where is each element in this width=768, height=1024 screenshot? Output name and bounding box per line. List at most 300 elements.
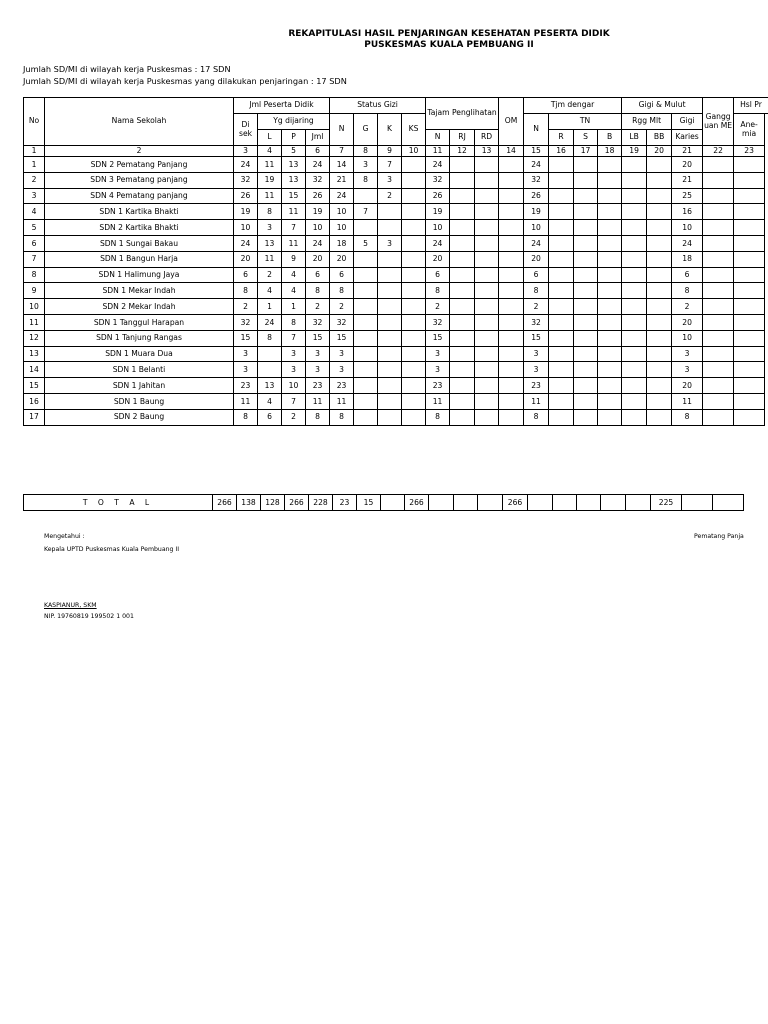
cell-nama: SDN 1 Tanjung Rangas — [45, 330, 234, 346]
cell-tn-s — [574, 330, 598, 346]
table-row — [24, 235, 768, 251]
footer-kepala: Kepala UPTD Puskesmas Kuala Pembuang II — [44, 546, 180, 553]
total-label: T O T A L — [24, 495, 213, 511]
cell-di-sek: 8 — [234, 283, 258, 299]
cell-no: 12 — [24, 330, 45, 346]
header-sg-k: K — [378, 114, 402, 146]
cell-nama: SDN 2 Mekar Indah — [45, 299, 234, 315]
cell-nama: SDN 4 Pematang panjang — [45, 188, 234, 204]
cell-jml: 15 — [306, 330, 330, 346]
cell-tn-r — [549, 314, 574, 330]
cell-lb — [622, 188, 647, 204]
cell-nama: SDN 3 Pematang panjang — [45, 172, 234, 188]
cell-di-sek: 20 — [234, 251, 258, 267]
cell-tp-rj — [450, 157, 475, 173]
header-status-gizi: Status Gizi — [330, 98, 426, 114]
cell-tn-b — [598, 204, 622, 220]
cell-sg-ks — [402, 220, 426, 236]
cell-tp-rj — [450, 188, 475, 204]
cell-gangg — [703, 188, 734, 204]
cell-sg-n: 3 — [330, 346, 354, 362]
cell-di-sek: 15 — [234, 330, 258, 346]
cell-gangg — [703, 314, 734, 330]
cell-tn-b — [598, 362, 622, 378]
cell-tn-s — [574, 188, 598, 204]
cell-tp-n: 24 — [426, 235, 450, 251]
cell-sg-ks — [402, 362, 426, 378]
row-spacer — [765, 157, 768, 173]
cell-no: 7 — [24, 251, 45, 267]
cell-tp-rd — [475, 299, 499, 315]
cell-di-sek: 32 — [234, 172, 258, 188]
header-jml-peserta: Jml Peserta Didik — [234, 98, 330, 114]
header-karies: Karies — [672, 130, 703, 146]
cell-tn-r — [549, 299, 574, 315]
cell-tp-n: 10 — [426, 220, 450, 236]
cell-bb — [647, 204, 672, 220]
cell-sg-k — [378, 267, 402, 283]
cell-sg-ks — [402, 188, 426, 204]
header-tn: TN — [549, 114, 622, 130]
cell-gangg — [703, 283, 734, 299]
cell-td-n: 10 — [524, 220, 549, 236]
cell-sg-n: 3 — [330, 362, 354, 378]
header-p: P — [282, 130, 306, 146]
cell-tn-b — [598, 157, 622, 173]
total-p: 128 — [261, 495, 285, 511]
cell-bb — [647, 299, 672, 315]
cell-sg-g — [354, 346, 378, 362]
cell-tn-r — [549, 378, 574, 394]
cell-tn-b — [598, 330, 622, 346]
cell-tp-rd — [475, 409, 499, 425]
cell-om — [499, 235, 524, 251]
cell-tp-n: 24 — [426, 157, 450, 173]
cell-jml: 11 — [306, 393, 330, 409]
cell-nama: SDN 2 Baung — [45, 409, 234, 425]
cell-karies: 16 — [672, 204, 703, 220]
cell-sg-g — [354, 393, 378, 409]
cell-tn-s — [574, 393, 598, 409]
cell-karies: 10 — [672, 220, 703, 236]
cell-anemia — [734, 393, 765, 409]
cell-td-n: 20 — [524, 251, 549, 267]
cell-sg-ks — [402, 314, 426, 330]
cell-tp-n: 26 — [426, 188, 450, 204]
cell-tn-r — [549, 235, 574, 251]
cell-gangg — [703, 409, 734, 425]
header-sg-n: N — [330, 114, 354, 146]
table-row — [24, 330, 768, 346]
cell-p: 9 — [282, 251, 306, 267]
total-td-n: 266 — [503, 495, 528, 511]
cell-tp-n: 20 — [426, 251, 450, 267]
header-anemia: Ane- mia — [734, 114, 765, 146]
cell-anemia — [734, 172, 765, 188]
table-row — [24, 393, 768, 409]
cell-tp-n: 3 — [426, 346, 450, 362]
total-row — [24, 495, 768, 511]
col-number: 20 — [647, 146, 672, 157]
table-row — [24, 220, 768, 236]
info-line-1: Jumlah SD/MI di wilayah kerja Puskesmas : 17 SDN — [23, 64, 231, 74]
cell-anemia — [734, 346, 765, 362]
header-sg-g: G — [354, 114, 378, 146]
cell-anemia — [734, 188, 765, 204]
cell-l: 24 — [258, 314, 282, 330]
cell-sg-g — [354, 299, 378, 315]
cell-anemia — [734, 378, 765, 394]
cell-tp-rd — [475, 251, 499, 267]
cell-di-sek: 24 — [234, 235, 258, 251]
col-number: 15 — [524, 146, 549, 157]
cell-nama: SDN 1 Jahitan — [45, 378, 234, 394]
cell-p: 7 — [282, 330, 306, 346]
cell-sg-k — [378, 220, 402, 236]
cell-lb — [622, 393, 647, 409]
cell-sg-g — [354, 409, 378, 425]
cell-karies: 18 — [672, 251, 703, 267]
row-spacer — [765, 283, 768, 299]
cell-sg-ks — [402, 251, 426, 267]
cell-lb — [622, 314, 647, 330]
col-number: 9 — [378, 146, 402, 157]
cell-nama: SDN 1 Bangun Harja — [45, 251, 234, 267]
col-number: 11 — [426, 146, 450, 157]
total-jml: 266 — [285, 495, 309, 511]
cell-anemia — [734, 283, 765, 299]
cell-karies: 8 — [672, 409, 703, 425]
cell-di-sek: 6 — [234, 267, 258, 283]
cell-tp-rd — [475, 330, 499, 346]
cell-anemia — [734, 267, 765, 283]
header-di-sek: Di sek — [234, 114, 258, 146]
cell-tn-r — [549, 204, 574, 220]
cell-om — [499, 330, 524, 346]
cell-jml: 3 — [306, 362, 330, 378]
cell-sg-k — [378, 378, 402, 394]
table-row — [24, 251, 768, 267]
total-karies: 225 — [651, 495, 682, 511]
cell-karies: 20 — [672, 378, 703, 394]
cell-no: 2 — [24, 172, 45, 188]
col-number-spacer — [765, 146, 768, 157]
cell-anemia — [734, 251, 765, 267]
cell-sg-g — [354, 188, 378, 204]
cell-p: 1 — [282, 299, 306, 315]
cell-no: 10 — [24, 299, 45, 315]
cell-lb — [622, 204, 647, 220]
cell-tn-b — [598, 220, 622, 236]
cell-td-n: 32 — [524, 314, 549, 330]
cell-tp-n: 19 — [426, 204, 450, 220]
cell-tp-rj — [450, 393, 475, 409]
cell-tp-n: 2 — [426, 299, 450, 315]
row-spacer — [765, 188, 768, 204]
cell-sg-ks — [402, 378, 426, 394]
cell-lb — [622, 330, 647, 346]
cell-gangg — [703, 267, 734, 283]
footer-mengetahui: Mengetahui : — [44, 533, 85, 540]
col-number: 16 — [549, 146, 574, 157]
row-spacer — [765, 378, 768, 394]
cell-no: 11 — [24, 314, 45, 330]
cell-di-sek: 3 — [234, 362, 258, 378]
cell-tn-s — [574, 362, 598, 378]
cell-lb — [622, 220, 647, 236]
cell-jml: 10 — [306, 220, 330, 236]
table-row — [24, 378, 768, 394]
cell-p: 11 — [282, 204, 306, 220]
cell-sg-n: 14 — [330, 157, 354, 173]
cell-tp-n: 8 — [426, 283, 450, 299]
cell-tn-b — [598, 314, 622, 330]
cell-tp-rd — [475, 378, 499, 394]
cell-td-n: 26 — [524, 188, 549, 204]
cell-bb — [647, 267, 672, 283]
row-spacer — [765, 204, 768, 220]
col-number: 22 — [703, 146, 734, 157]
cell-nama: SDN 2 Pematang Panjang — [45, 157, 234, 173]
header-om: OM — [499, 98, 524, 146]
report-title: REKAPITULASI HASIL PENJARINGAN KESEHATAN PESERTA DIDIK — [288, 29, 610, 39]
cell-om — [499, 188, 524, 204]
cell-sg-n: 15 — [330, 330, 354, 346]
cell-nama: SDN 1 Mekar Indah — [45, 283, 234, 299]
total-di-sek: 266 — [213, 495, 237, 511]
cell-jml: 3 — [306, 346, 330, 362]
cell-tp-rd — [475, 220, 499, 236]
row-spacer — [765, 393, 768, 409]
table-row — [24, 283, 768, 299]
header-jml: Jml — [306, 130, 330, 146]
total-tp-rj — [429, 495, 454, 511]
cell-lb — [622, 299, 647, 315]
data-rows — [24, 157, 768, 426]
cell-bb — [647, 378, 672, 394]
cell-tn-b — [598, 188, 622, 204]
cell-anemia — [734, 409, 765, 425]
cell-sg-ks — [402, 204, 426, 220]
cell-sg-k — [378, 283, 402, 299]
row-spacer — [765, 346, 768, 362]
cell-sg-n: 18 — [330, 235, 354, 251]
cell-tn-s — [574, 314, 598, 330]
header-hsl-pr: Hsl Pr — [734, 98, 768, 114]
cell-tp-rj — [450, 409, 475, 425]
cell-tn-r — [549, 393, 574, 409]
cell-p: 7 — [282, 220, 306, 236]
row-spacer — [765, 235, 768, 251]
cell-bb — [647, 409, 672, 425]
cell-jml: 32 — [306, 314, 330, 330]
cell-td-n: 15 — [524, 330, 549, 346]
cell-lb — [622, 378, 647, 394]
cell-lb — [622, 251, 647, 267]
header-gigi: Gigi — [672, 114, 703, 130]
cell-lb — [622, 346, 647, 362]
cell-di-sek: 32 — [234, 314, 258, 330]
cell-gangg — [703, 251, 734, 267]
cell-bb — [647, 362, 672, 378]
cell-sg-ks — [402, 299, 426, 315]
cell-l: 8 — [258, 204, 282, 220]
cell-om — [499, 172, 524, 188]
cell-sg-k: 7 — [378, 157, 402, 173]
cell-bb — [647, 172, 672, 188]
cell-lb — [622, 172, 647, 188]
cell-sg-g — [354, 378, 378, 394]
cell-nama: SDN 1 Baung — [45, 393, 234, 409]
cell-tp-rj — [450, 251, 475, 267]
cell-di-sek: 2 — [234, 299, 258, 315]
cell-no: 9 — [24, 283, 45, 299]
cell-td-n: 6 — [524, 267, 549, 283]
table-row — [24, 409, 768, 425]
cell-sg-g: 7 — [354, 204, 378, 220]
cell-tn-b — [598, 235, 622, 251]
cell-jml: 24 — [306, 157, 330, 173]
cell-tp-n: 32 — [426, 172, 450, 188]
total-tp-rd — [454, 495, 478, 511]
footer-nip: NIP. 19760819 199502 1 001 — [44, 613, 134, 620]
total-sg-ks — [381, 495, 405, 511]
cell-om — [499, 267, 524, 283]
header-tp-rj: RJ — [450, 130, 475, 146]
cell-om — [499, 220, 524, 236]
col-number: 17 — [574, 146, 598, 157]
cell-sg-k — [378, 314, 402, 330]
cell-tp-rd — [475, 172, 499, 188]
cell-tp-n: 23 — [426, 378, 450, 394]
cell-sg-k: 3 — [378, 172, 402, 188]
cell-tp-rd — [475, 346, 499, 362]
cell-p: 3 — [282, 346, 306, 362]
header-rgg-mlt: Rgg Mlt — [622, 114, 672, 130]
cell-tn-r — [549, 172, 574, 188]
cell-tp-n: 8 — [426, 409, 450, 425]
col-number: 10 — [402, 146, 426, 157]
cell-l: 13 — [258, 378, 282, 394]
col-number: 7 — [330, 146, 354, 157]
cell-td-n: 24 — [524, 235, 549, 251]
cell-l: 13 — [258, 235, 282, 251]
cell-gangg — [703, 330, 734, 346]
cell-tn-r — [549, 267, 574, 283]
cell-tn-r — [549, 283, 574, 299]
cell-l — [258, 346, 282, 362]
cell-tn-s — [574, 251, 598, 267]
cell-tp-n: 6 — [426, 267, 450, 283]
cell-di-sek: 10 — [234, 220, 258, 236]
cell-no: 1 — [24, 157, 45, 173]
cell-sg-ks — [402, 235, 426, 251]
total-anemia — [713, 495, 744, 511]
report-subtitle: PUSKESMAS KUALA PEMBUANG II — [364, 40, 534, 50]
header-spacer — [765, 114, 768, 146]
row-spacer — [765, 330, 768, 346]
cell-tn-s — [574, 409, 598, 425]
cell-tp-n: 11 — [426, 393, 450, 409]
total-gangg — [682, 495, 713, 511]
cell-tn-s — [574, 283, 598, 299]
cell-tp-rj — [450, 204, 475, 220]
col-number: 8 — [354, 146, 378, 157]
total-l: 138 — [237, 495, 261, 511]
col-number: 2 — [45, 146, 234, 157]
header-tn-r: R — [549, 130, 574, 146]
col-number: 6 — [306, 146, 330, 157]
cell-no: 16 — [24, 393, 45, 409]
cell-no: 14 — [24, 362, 45, 378]
cell-sg-g — [354, 283, 378, 299]
cell-om — [499, 283, 524, 299]
cell-om — [499, 409, 524, 425]
total-sg-k: 15 — [357, 495, 381, 511]
cell-bb — [647, 393, 672, 409]
total-tn-b — [577, 495, 601, 511]
cell-anemia — [734, 235, 765, 251]
cell-no: 13 — [24, 346, 45, 362]
cell-karies: 3 — [672, 362, 703, 378]
cell-tn-r — [549, 330, 574, 346]
cell-gangg — [703, 378, 734, 394]
cell-karies: 8 — [672, 283, 703, 299]
cell-bb — [647, 330, 672, 346]
header-gigi-mulut: Gigi & Mulut — [622, 98, 703, 114]
col-number: 5 — [282, 146, 306, 157]
cell-tp-rj — [450, 299, 475, 315]
cell-tn-r — [549, 220, 574, 236]
cell-di-sek: 11 — [234, 393, 258, 409]
col-number: 12 — [450, 146, 475, 157]
cell-tp-rd — [475, 362, 499, 378]
cell-anemia — [734, 157, 765, 173]
total-lb — [601, 495, 626, 511]
cell-sg-n: 2 — [330, 299, 354, 315]
cell-td-n: 23 — [524, 378, 549, 394]
cell-om — [499, 378, 524, 394]
cell-sg-k — [378, 409, 402, 425]
cell-tp-rd — [475, 283, 499, 299]
cell-gangg — [703, 299, 734, 315]
cell-om — [499, 299, 524, 315]
cell-sg-n: 24 — [330, 188, 354, 204]
cell-sg-g: 5 — [354, 235, 378, 251]
cell-tn-s — [574, 299, 598, 315]
cell-sg-ks — [402, 157, 426, 173]
cell-sg-n: 8 — [330, 283, 354, 299]
cell-karies: 2 — [672, 299, 703, 315]
table-row — [24, 188, 768, 204]
cell-tn-b — [598, 378, 622, 394]
cell-jml: 8 — [306, 409, 330, 425]
col-number: 18 — [598, 146, 622, 157]
header-l: L — [258, 130, 282, 146]
header-bb: BB — [647, 130, 672, 146]
header-tn-s: S — [574, 130, 598, 146]
cell-no: 5 — [24, 220, 45, 236]
row-spacer — [765, 267, 768, 283]
cell-karies: 25 — [672, 188, 703, 204]
cell-karies: 3 — [672, 346, 703, 362]
cell-nama: SDN 1 Belanti — [45, 362, 234, 378]
cell-l: 6 — [258, 409, 282, 425]
col-number: 14 — [499, 146, 524, 157]
cell-tn-b — [598, 251, 622, 267]
footer-signer-name: KASPIANUR, SKM — [44, 602, 97, 609]
cell-tp-rd — [475, 267, 499, 283]
